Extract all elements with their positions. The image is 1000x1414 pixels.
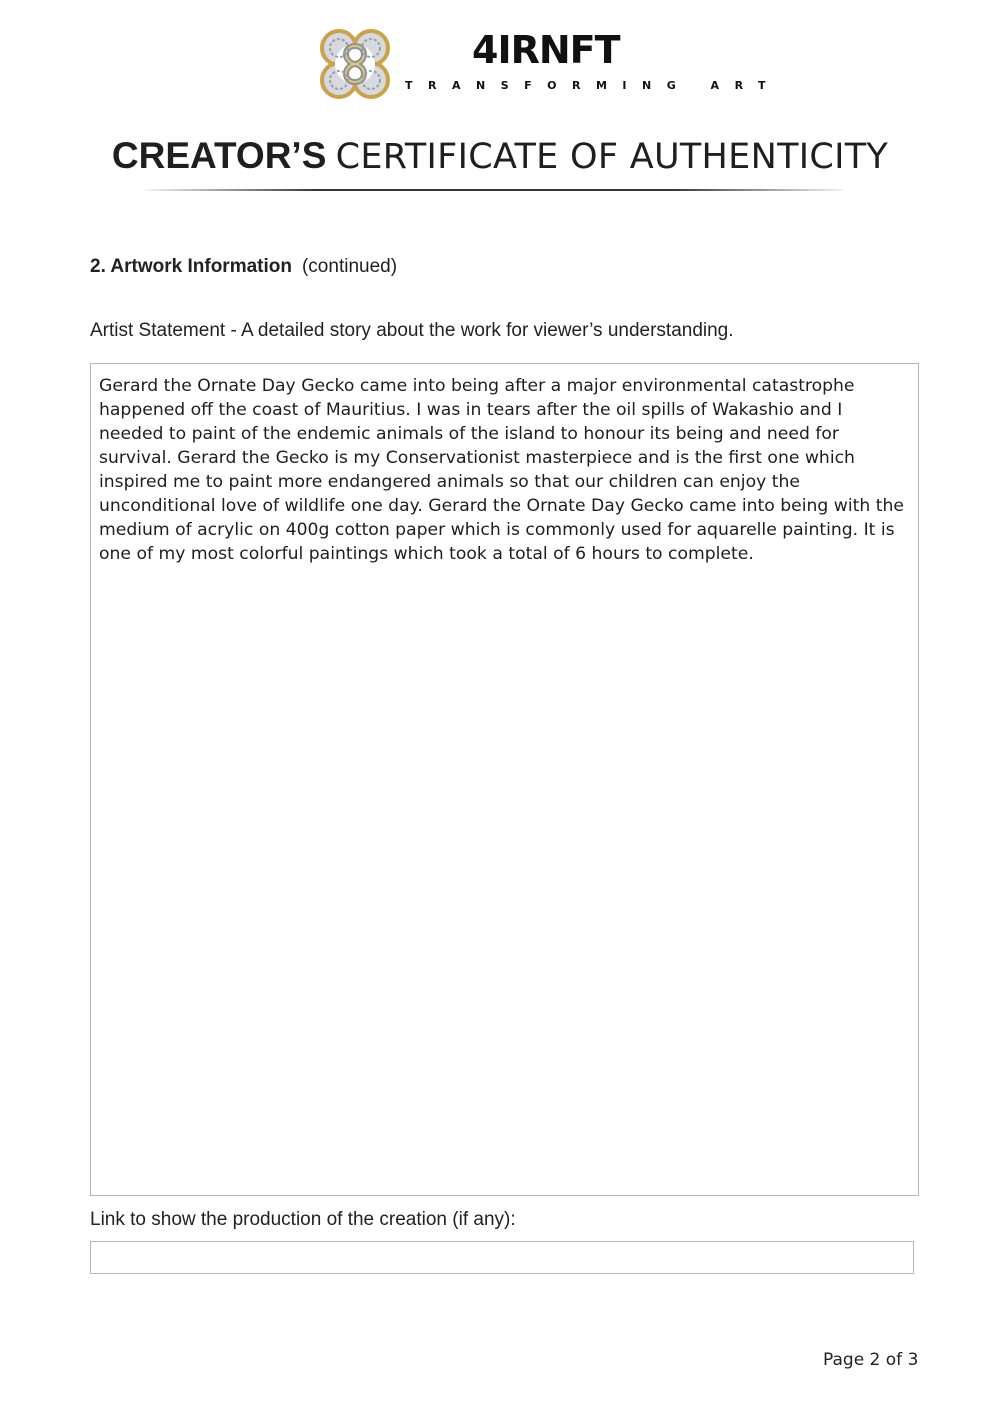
brand-name: 4IRNFT [472,28,620,72]
page-number: Page 2 of 3 [823,1350,919,1370]
certificate-title-strong: CREATOR’S [111,135,327,176]
infinity-knot-logo-icon [315,24,395,104]
section-heading-label: 2. Artwork Information [90,256,292,277]
title-divider [145,189,845,191]
artist-statement-text: Gerard the Ornate Day Gecko came into being after a major environmental catastrophe happened off the coast of Mauritius. I was in tears after the oil spills of Wakashio and I needed to paint of the endemic animals of the island to honour its being and need for survival. Gerard the Gecko is my Conservationist masterpiece and is the first one which inspired me to paint more endangered animals so that our children can enjoy the unconditional love of wildlife one day. Gerard the Ornate Day Gecko came into being with the medium of acrylic on 400g cotton paper which is commonly used for aquarelle painting. It is one of my most colorful paintings which took a total of 6 hours to complete. [99,376,904,564]
artist-statement-label: Artist Statement - A detailed story about the work for viewer’s understanding. [90,320,734,341]
section-heading-note: (continued) [301,256,398,277]
production-link-field[interactable] [90,1241,914,1274]
brand-tagline: TRANSFORMING ART [405,79,782,92]
production-link-label: Link to show the production of the creation (if any): [90,1209,516,1230]
section-heading [90,256,397,278]
brand-header [0,22,1000,108]
certificate-title [0,134,1000,179]
artist-statement-field[interactable] [90,363,919,1196]
certificate-title-rest: CERTIFICATE OF AUTHENTICITY [335,137,889,177]
